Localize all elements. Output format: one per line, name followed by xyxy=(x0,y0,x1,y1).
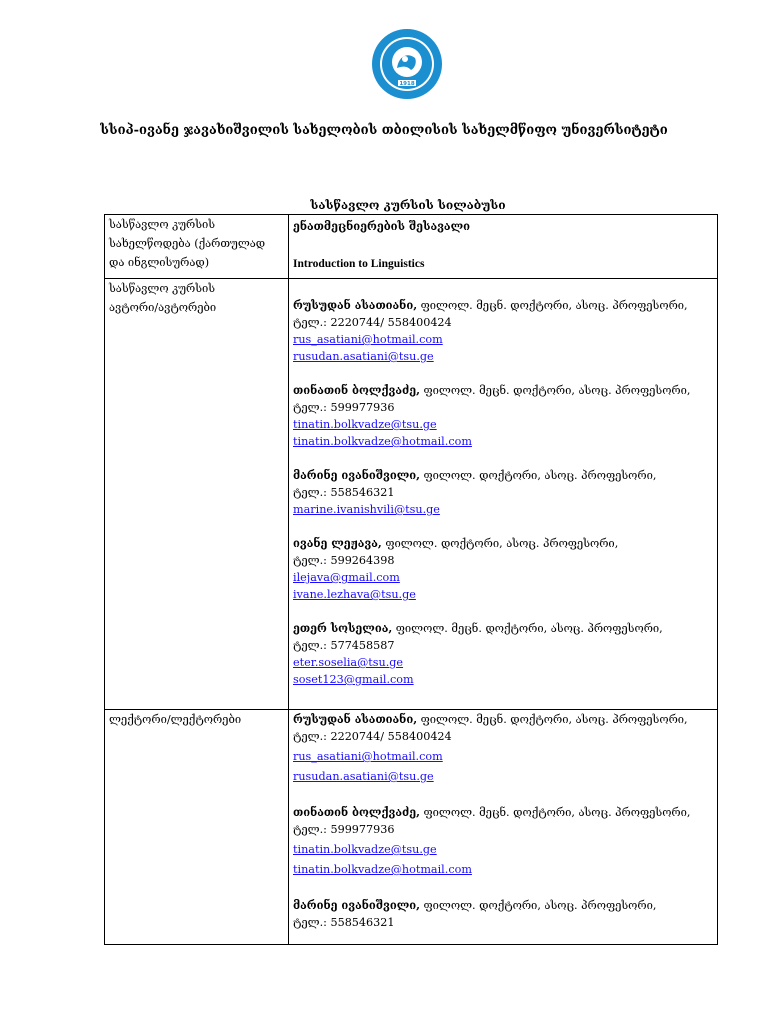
person-entry xyxy=(293,297,713,365)
person-name-line xyxy=(293,804,713,821)
person-degree: ფილოლ. დოქტორი, ასოც. პროფესორი, xyxy=(420,469,657,482)
email-link[interactable]: ilejava@gmail.com xyxy=(293,571,400,584)
email-link[interactable]: rusudan.asatiani@tsu.ge xyxy=(293,770,434,783)
person-entry xyxy=(293,711,713,785)
person-name: მარინე ივანიშვილი, xyxy=(293,468,420,482)
person-phone: ტელ.: 558546321 xyxy=(293,486,395,499)
person-name-line xyxy=(293,382,713,399)
person-phone: ტელ.: 2220744/ 558400424 xyxy=(293,730,452,743)
course-title-row xyxy=(105,215,718,279)
label-line: სახელწოდება (ქართულად xyxy=(109,237,266,250)
email-link[interactable]: tinatin.bolkvadze@tsu.ge xyxy=(293,843,437,856)
person-degree: ფილოლ. მეცნ. დოქტორი, ასოც. პროფესორი, xyxy=(417,713,688,726)
email-link[interactable]: rus_asatiani@hotmail.com xyxy=(293,750,443,763)
label-line: სასწავლო კურსის xyxy=(109,282,216,295)
person-phone: ტელ.: 2220744/ 558400424 xyxy=(293,316,452,329)
course-title-english: Introduction to Linguistics xyxy=(293,258,425,270)
person-name: თინათინ ბოლქვაძე, xyxy=(293,805,420,819)
person-phone: ტელ.: 599977936 xyxy=(293,401,395,414)
person-degree: ფილოლ. მეცნ. დოქტორი, ასოც. პროფესორი, xyxy=(419,806,691,819)
person-name-line xyxy=(293,711,713,728)
person-name: მარინე ივანიშვილი, xyxy=(293,898,420,912)
person-entry xyxy=(293,382,713,450)
email-link[interactable]: eter.soselia@tsu.ge xyxy=(293,656,404,669)
email-link[interactable]: tinatin.bolkvadze@hotmail.com xyxy=(293,863,472,876)
person-name-line xyxy=(293,897,713,914)
label-line: ავტორი/ავტორები xyxy=(109,301,217,314)
person-name-line xyxy=(293,620,713,637)
email-link[interactable]: tinatin.bolkvadze@tsu.ge xyxy=(293,418,437,431)
course-title-georgian: ენათმეცნიერების შესავალი xyxy=(293,219,470,233)
course-title-label xyxy=(105,215,289,279)
email-link[interactable]: marine.ivanishvili@tsu.ge xyxy=(293,503,440,516)
person-phone: ტელ.: 599264398 xyxy=(293,554,395,567)
person-phone: ტელ.: 558546321 xyxy=(293,916,395,929)
person-phone: ტელ.: 577458587 xyxy=(293,639,395,652)
person-degree: ფილოლ. დოქტორი, ასოც. პროფესორი, xyxy=(420,899,657,912)
university-title: სსიპ-ივანე ჯავახიშვილის სახელობის თბილისის სახელმწიფო უნივერსიტეტი xyxy=(100,123,668,138)
person-name-line xyxy=(293,535,713,552)
person-degree: ფილოლ. დოქტორი, ასოც. პროფესორი, xyxy=(381,537,619,550)
course-title-content xyxy=(289,215,718,279)
person-entry xyxy=(293,897,713,931)
person-entry xyxy=(293,620,713,688)
person-entry xyxy=(293,804,713,878)
person-name: ეთერ სოსელია, xyxy=(293,621,393,635)
seal-year: 1918 xyxy=(399,81,415,87)
person-name: რუსუდან ასათიანი, xyxy=(293,298,418,312)
university-seal-logo xyxy=(371,28,443,100)
person-name: ივანე ლეჟავა, xyxy=(293,536,382,550)
lecturers-row xyxy=(105,710,718,945)
person-degree: ფილოლ. მეცნ. დოქტორი, ასოც. პროფესორი, xyxy=(417,299,688,312)
person-name: თინათინ ბოლქვაძე, xyxy=(293,383,420,397)
authors-label xyxy=(105,279,289,710)
person-entry xyxy=(293,535,713,603)
label-line: და ინგლისურად) xyxy=(109,256,210,269)
lecturers-label xyxy=(105,710,289,945)
authors-row xyxy=(105,279,718,710)
email-link[interactable]: ivane.lezhava@tsu.ge xyxy=(293,588,416,601)
email-link[interactable]: tinatin.bolkvadze@hotmail.com xyxy=(293,435,472,448)
label-line: სასწავლო კურსის xyxy=(109,218,216,231)
email-link[interactable]: rusudan.asatiani@tsu.ge xyxy=(293,350,434,363)
person-name-line xyxy=(293,467,713,484)
person-entry xyxy=(293,467,713,518)
person-degree: ფილოლ. მეცნ. დოქტორი, ასოც. პროფესორი, xyxy=(392,622,663,635)
email-link[interactable]: soset123@gmail.com xyxy=(293,673,414,686)
person-name-line xyxy=(293,297,713,314)
syllabus-table xyxy=(104,214,718,945)
label-line: ლექტორი/ლექტორები xyxy=(109,713,242,726)
lecturers-content xyxy=(289,710,718,945)
person-phone: ტელ.: 599977936 xyxy=(293,823,395,836)
person-degree: ფილოლ. მეცნ. დოქტორი, ასოც. პროფესორი, xyxy=(419,384,691,397)
authors-content xyxy=(289,279,718,710)
syllabus-title: სასწავლო კურსის სილაბუსი xyxy=(310,198,506,212)
person-name: რუსუდან ასათიანი, xyxy=(293,712,418,726)
email-link[interactable]: rus_asatiani@hotmail.com xyxy=(293,333,443,346)
